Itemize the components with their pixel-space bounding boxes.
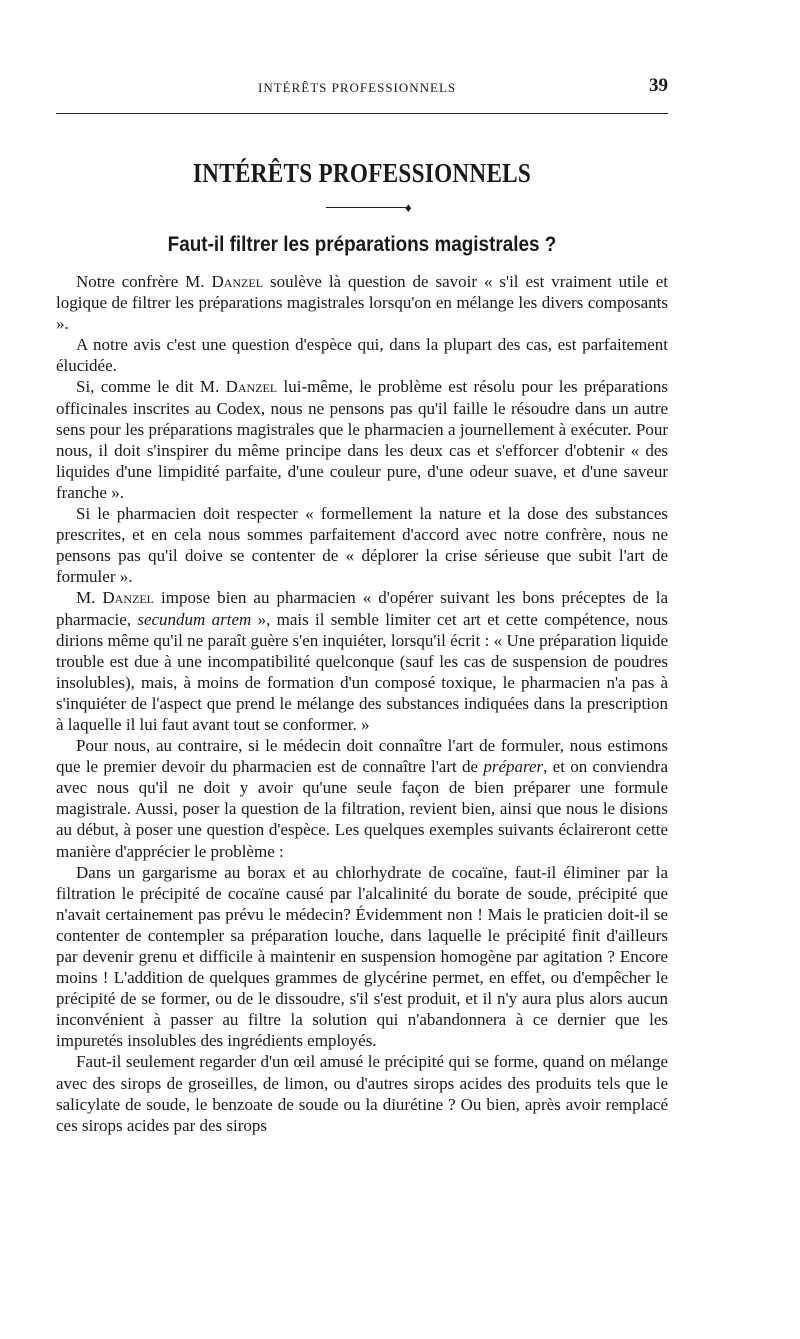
page xyxy=(56,0,668,1136)
author-name: Danzel xyxy=(102,588,154,608)
italic-term: préparer xyxy=(483,757,544,777)
author-name: Danzel xyxy=(211,272,264,291)
article-title: Faut-il filtrer les préparations magistrales ? xyxy=(167,233,557,256)
paragraph-text: M. xyxy=(76,588,103,608)
section-title: INTÉRÊTS PROFESSIONNELS xyxy=(192,158,532,188)
paragraph-text: , et on conviendra avec nous qu'il ne doit y avoir qu'une seule façon de bien préparer une formule magistrale. Aussi, poser la question de la filtration, revient bien, ainsi que nous le disions au début, à poser une question d'espèce. Les quelques exemples suivants éclaireront cette manière d'apprécier le problème : xyxy=(56,757,668,861)
paragraph-text: lui-même, le problème est résolu pour les préparations officinales inscrites au Codex, nous ne pensons pas qu'il faille le résoudre dans un autre sens pour les préparations magistrales que le pharmacien a journellement à exécuter. Pour nous, il doit s'inspirer du même principe dans les deux cas et s'efforcer d'obtenir « des liquides d'une limpidité parfaite, d'une couleur pure, d'une odeur suave, et d'une saveur franche ». xyxy=(56,377,668,502)
italic-term: secundum artem xyxy=(137,609,252,629)
paragraph-5 xyxy=(56,587,668,735)
paragraph-1 xyxy=(56,271,668,334)
paragraph-text: », mais il semble limiter cet art et cette compétence, nous dirions même qu'il ne paraît guère s'en inquiéter, lorsqu'il écrit : « Une préparation liquide trouble est due à une incompatibilité quelconque (sauf les cas de suspension de poudres insolubles), mais, à moins de formation d'un composé toxique, le pharmacien n'a pas à s'inquiéter de l'aspect que prend le mélange des substances indiquées dans la prescription à laquelle il lui faut avant tout se conformer. » xyxy=(56,609,668,734)
paragraph-4: Si le pharmacien doit respecter « formellement la nature et la dose des substances prescrites, et en cela nous sommes parfaitement d'accord avec notre confrère, nous ne pensons pas qu'il doive se contenter de « déplorer la crise sérieuse que subit l'art de formuler ». xyxy=(56,504,668,587)
paragraph-text: Pour nous, au contraire, si le médecin doit connaître l'art de formuler, nous estimons que le premier devoir du pharmacien est de connaître l'art de xyxy=(56,736,668,777)
running-header xyxy=(56,0,668,112)
diamond-icon: ♦ xyxy=(405,200,412,215)
paragraph-6 xyxy=(56,735,668,862)
paragraph-text: Si, comme le dit M. xyxy=(76,377,226,397)
ornament-rule xyxy=(326,207,406,208)
paragraph-8: Faut-il seulement regarder d'un œil amusé le précipité qui se forme, quand on mélange avec des sirops de groseilles, de limon, ou d'autres sirops acides des produits tels que le salicylate de soude, le benzoate de soude ou la diurétine ? Ou bien, après avoir remplacé ces sirops acides par des sirops xyxy=(56,1052,668,1135)
paragraph-7: Dans un gargarisme au borax et au chlorhydrate de cocaïne, faut-il éliminer par la filtration le précipité de cocaïne causé par l'alcalinité du borate de soude, précipité que n'avait certainement pas prévu le médecin? Évidemment non ! Mais le praticien doit-il se contenter de contempler sa préparation louche, dans laquelle le précipité finit d'ailleurs par devenir grenu et difficile à maintenir en suspension homogène par agitation ? Encore moins ! L'addition de quelques grammes de glycérine permet, en effet, ou d'empêcher le précipité de se former, ou de le dissoudre, s'il s'est produit, et il n'y aura plus alors aucun inconvénient à passer au filtre la solution qui n'abandonnera à ce dernier que les impuretés insolubles des ingrédients employés. xyxy=(56,862,668,1051)
paragraph-text: Notre confrère M. xyxy=(76,272,212,291)
running-title: INTÉRÊTS PROFESSIONNELS xyxy=(258,80,457,95)
paragraph-text: impose bien au pharmacien « d'opérer suivant les bons préceptes de la pharmacie, xyxy=(56,588,668,629)
header-rule xyxy=(56,113,668,114)
page-number: 39 xyxy=(649,75,668,96)
author-name: Danzel xyxy=(225,377,278,397)
paragraph-text: soulève là question de savoir « s'il est vraiment utile et logique de filtrer les préparations magistrales lorsqu'on en mélange les divers composants ». xyxy=(56,272,668,334)
paragraph-3 xyxy=(56,376,668,503)
paragraph-2: A notre avis c'est une question d'espèce qui, dans la plupart des cas, est parfaitement élucidée. xyxy=(56,335,668,376)
title-ornament xyxy=(56,195,668,225)
article-body xyxy=(56,271,668,1136)
